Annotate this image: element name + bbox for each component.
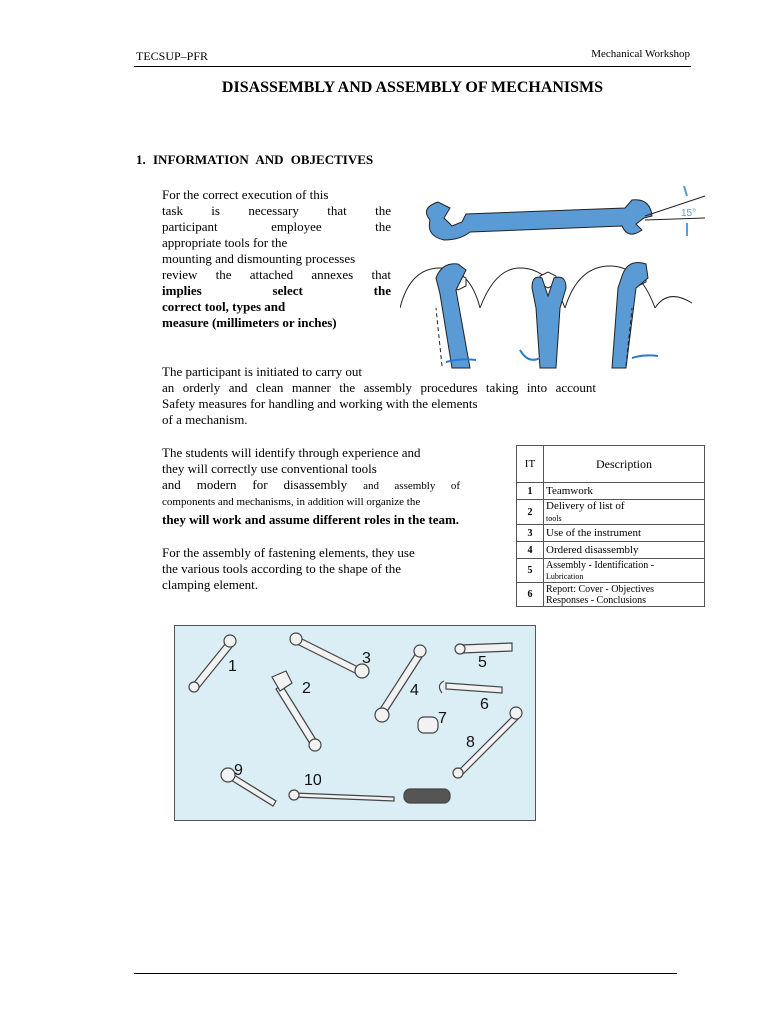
- para1-line: implies select the: [162, 283, 391, 298]
- nut-rotation-sequence-icon: [400, 263, 692, 369]
- para1-line: review the attached annexes that: [162, 267, 391, 282]
- open-end-wrench-icon: [426, 200, 652, 240]
- tool-label-9: 9: [234, 762, 243, 779]
- para4-line: the various tools according to the shape of the: [162, 561, 401, 576]
- table-row: 3 Use of the instrument: [517, 525, 705, 542]
- para1-line: mounting and dismounting processes: [162, 251, 356, 266]
- angle-label: 15°: [681, 208, 697, 219]
- tools-figure: [174, 625, 536, 821]
- header-right: Mechanical Workshop: [591, 48, 690, 60]
- paragraph-participant-initiated: [162, 364, 596, 428]
- para1-line: correct tool, types and: [162, 299, 286, 314]
- tool-label-8: 8: [466, 734, 475, 751]
- para3-line: they will correctly use conventional tools: [162, 461, 377, 476]
- para4-line: For the assembly of fastening elements, they use: [162, 545, 415, 560]
- para1-line: For the correct execution of this: [162, 187, 329, 202]
- header-left: TECSUP–PFR: [136, 49, 209, 63]
- table-row: 6 Report: Cover - Objectives Responses - Conclusions: [517, 583, 705, 607]
- tool-5-ratchet-icon: [460, 643, 512, 653]
- header-rule: [134, 66, 691, 67]
- para1-line: task is necessary that the: [162, 203, 391, 218]
- para2-line: Safety measures for handling and working with the elements: [162, 396, 478, 411]
- tool-label-3: 3: [362, 650, 371, 667]
- para1-line: measure (millimeters or inches): [162, 315, 337, 330]
- para2-line: The participant is initiated to carry out: [162, 364, 362, 379]
- table-row: 2 Delivery of list of tools: [517, 500, 705, 525]
- footer-rule: [134, 973, 677, 974]
- section-heading: 1. INFORMATION AND OBJECTIVES: [136, 152, 374, 167]
- tasks-table: [516, 445, 705, 607]
- tool-7-socket-icon: [418, 717, 438, 733]
- para2-line: an orderly and clean manner the assembly procedures taking into account: [162, 380, 596, 395]
- tool-label-7: 7: [438, 710, 447, 727]
- tool-label-2: 2: [302, 680, 311, 697]
- paragraph-correct-execution: [162, 187, 391, 331]
- wrench-figure: [400, 178, 710, 374]
- table-row: 4 Ordered disassembly: [517, 542, 705, 559]
- tool-label-1: 1: [228, 658, 237, 675]
- paragraph-fastening-elements: [162, 545, 442, 593]
- column-header-description: Description: [544, 446, 705, 483]
- para3-line: components and mechanisms, in addition will organize the: [162, 496, 421, 508]
- para2-line: of a mechanism.: [162, 412, 248, 427]
- paragraph-students-identify: [162, 445, 460, 528]
- tool-label-6: 6: [480, 696, 489, 713]
- para1-line: participant employee the: [162, 219, 391, 234]
- table-row: 1 Teamwork: [517, 483, 705, 500]
- wrench-head-icon: [224, 635, 236, 647]
- table-row: 5 Assembly - Identification - Lubrication: [517, 559, 705, 583]
- tool-label-4: 4: [410, 682, 419, 699]
- tool-label-10: 10: [304, 772, 322, 789]
- table-header-row: [517, 446, 705, 483]
- para1-line: appropriate tools for the: [162, 235, 288, 250]
- tool-label-5: 5: [478, 654, 487, 671]
- para3-line: The students will identify through experience and: [162, 445, 421, 460]
- para4-line: clamping element.: [162, 577, 259, 592]
- para3-line: and modern for disassembly and assembly of: [162, 477, 460, 492]
- column-header-it: IT: [517, 446, 544, 483]
- para3-line: they will work and assume different roles in the team.: [162, 512, 460, 527]
- page-title: DISASSEMBLY AND ASSEMBLY OF MECHANISMS: [221, 79, 604, 96]
